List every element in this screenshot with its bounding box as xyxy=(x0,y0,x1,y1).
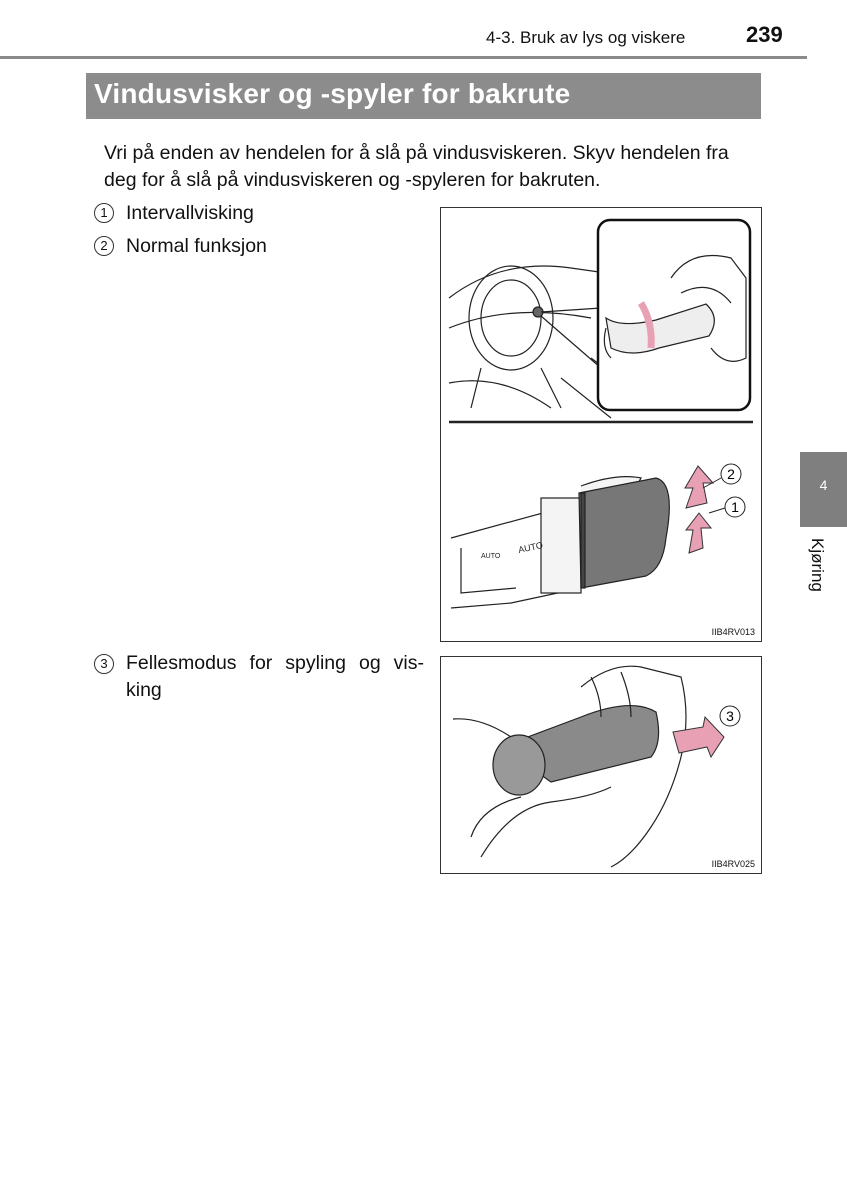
figure-lever-push xyxy=(440,656,762,874)
chapter-label-text: Kjøring xyxy=(808,538,827,592)
item-number: 2 xyxy=(94,236,114,256)
item-number: 3 xyxy=(94,654,114,674)
intro-paragraph: Vri på enden av hendelen for å slå på vindusviskeren. Skyv hendelen fra deg for å slå på vindusviskeren og -spyleren for bakruten. xyxy=(104,142,729,191)
lever-push-illustration xyxy=(441,657,761,873)
list-item-2 xyxy=(94,233,267,260)
chapter-number: 4 xyxy=(819,477,828,493)
figure-code: IIB4RV025 xyxy=(711,859,755,869)
item-text: Intervallvisking xyxy=(126,202,254,224)
page-number: 239 xyxy=(746,22,783,47)
lever-illustration xyxy=(441,208,761,641)
lever-auto-label: AUTO xyxy=(517,540,544,555)
chapter-label xyxy=(803,538,831,608)
header-rule xyxy=(0,56,807,59)
callout-1: 1 xyxy=(731,499,739,515)
callout-2: 2 xyxy=(727,466,735,482)
item-text: Normal funksjon xyxy=(126,235,267,257)
figure-code: IIB4RV013 xyxy=(711,627,755,637)
chapter-tab xyxy=(800,452,847,527)
lever-auto-label-small: AUTO xyxy=(481,553,501,560)
item-number: 1 xyxy=(94,203,114,223)
figure-lever-rotate xyxy=(440,207,762,642)
callout-3: 3 xyxy=(726,708,734,724)
section-header: 4-3. Bruk av lys og viskere xyxy=(486,28,686,47)
list-item-1 xyxy=(94,200,254,227)
page-title: Vindusvisker og -spyler for bakrute xyxy=(94,78,571,109)
title-bar xyxy=(86,73,761,119)
item-text: Fellesmodus for spyling og vis-king xyxy=(126,652,424,701)
